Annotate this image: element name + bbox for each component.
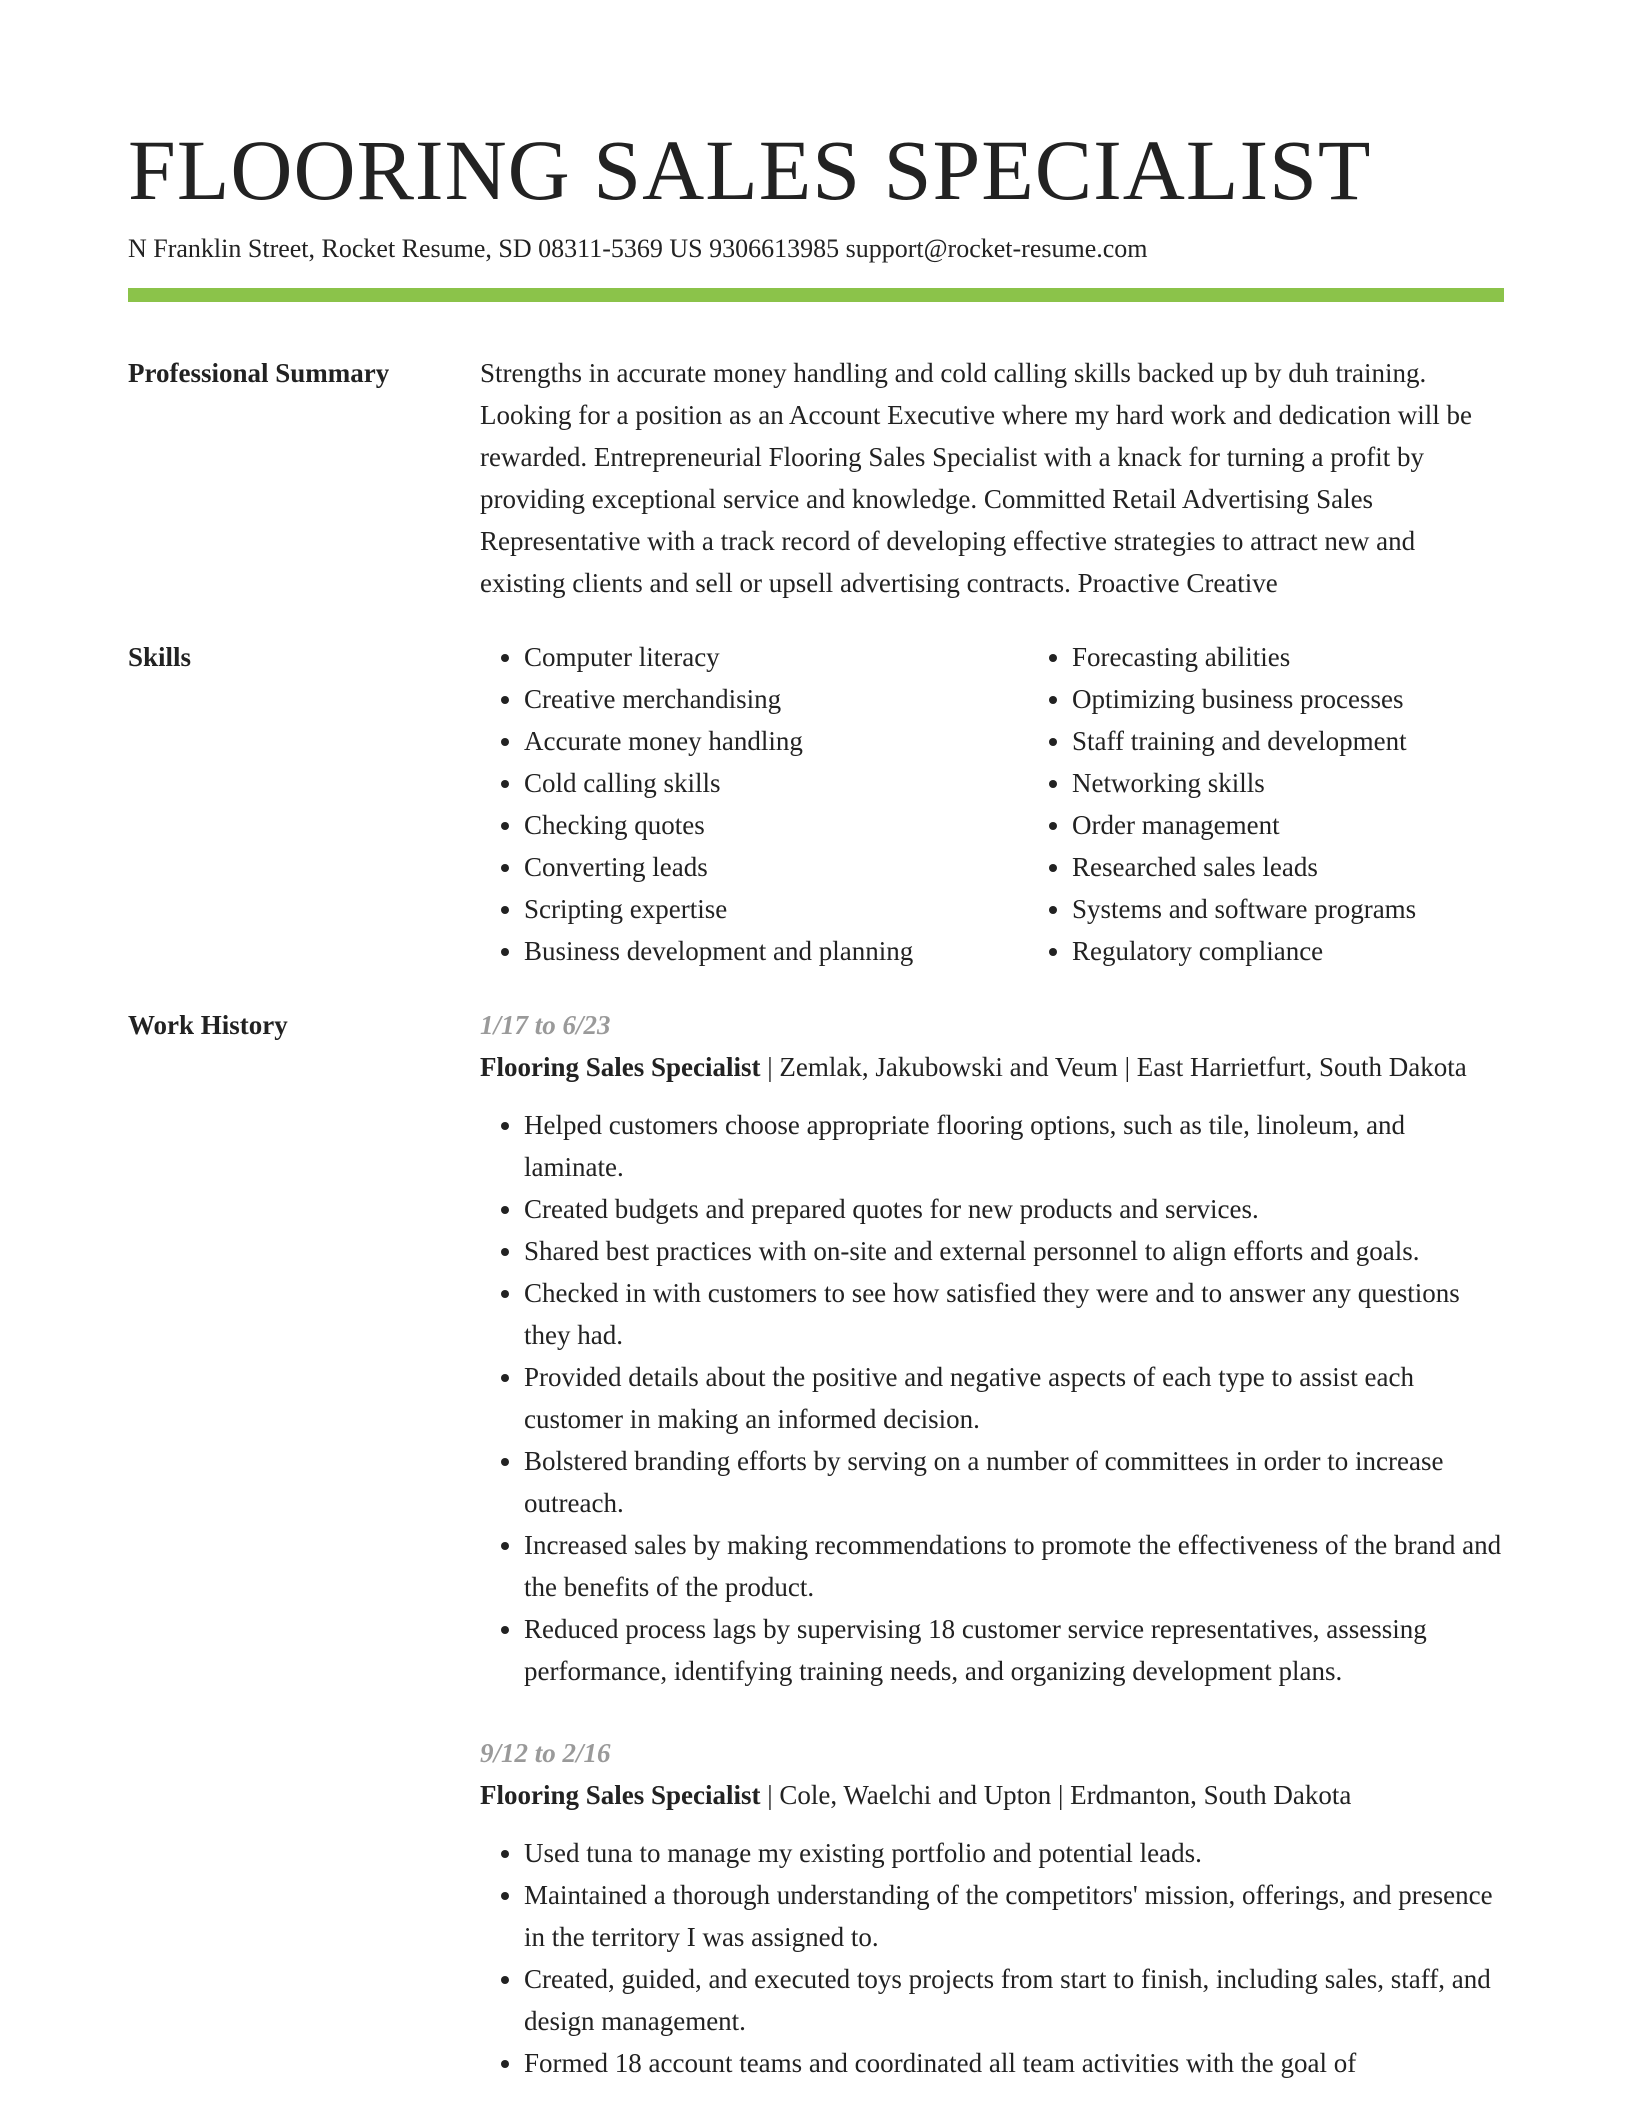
skill-item: • Regulatory compliance	[1072, 930, 1576, 972]
skill-item: • Computer literacy	[524, 636, 1028, 678]
job-heading	[480, 1046, 1504, 1088]
job-bullet: • Bolstered branding efforts by serving on a number of committees in order to increase outreach.	[524, 1440, 1504, 1524]
skill-item: • Business development and planning	[524, 930, 1028, 972]
job-title: Flooring Sales Specialist	[480, 1780, 761, 1810]
job-bullet: • Increased sales by making recommendations to promote the effectiveness of the brand and the benefits of the product.	[524, 1524, 1504, 1608]
job-company-location: | Zemlak, Jakubowski and Veum | East Harrietfurt, South Dakota	[760, 1052, 1467, 1082]
skill-item: • Accurate money handling	[524, 720, 1028, 762]
job-title: Flooring Sales Specialist	[480, 1052, 761, 1082]
contact-line: N Franklin Street, Rocket Resume, SD 08311-5369 US 9306613985 support@rocket-resume.com	[128, 234, 1148, 263]
skill-item: • Converting leads	[524, 846, 1028, 888]
job-entry	[480, 1004, 1504, 1692]
resume-title: FLOORING SALES SPECIALIST	[128, 122, 1372, 218]
job-bullet-list	[480, 1104, 1504, 1692]
job-bullet: • Created, guided, and executed toys projects from start to finish, including sales, staff, and design management.	[524, 1958, 1504, 2042]
job-bullet: • Shared best practices with on-site and external personnel to align efforts and goals.	[524, 1230, 1504, 1272]
skill-item: • Cold calling skills	[524, 762, 1028, 804]
section-label-work: Work History	[128, 1010, 288, 1040]
job-bullet: • Created budgets and prepared quotes for new products and services.	[524, 1188, 1504, 1230]
skill-item: • Scripting expertise	[524, 888, 1028, 930]
skill-item: • Creative merchandising	[524, 678, 1028, 720]
skills-list-right	[1028, 636, 1576, 972]
summary-text: Strengths in accurate money handling and cold calling skills backed up by duh training. Looking for a position as an Account Executive where my hard work and dedication will be rewarded. Entrepreneurial Flooring Sales Specialist with a knack for turning a profit by providing exceptional service and knowledge. Committed Retail Advertising Sales Representative with a track record of developing effective strategies to attract new and existing clients and sell or upsell advertising contracts. Proactive Creative	[480, 358, 1472, 598]
job-bullet: • Formed 18 account teams and coordinated all team activities with the goal of	[524, 2042, 1504, 2084]
job-bullet: • Provided details about the positive and negative aspects of each type to assist each customer in making an informed decision.	[524, 1356, 1504, 1440]
skill-item: • Optimizing business processes	[1072, 678, 1576, 720]
skill-item: • Checking quotes	[524, 804, 1028, 846]
skills-list-left	[480, 636, 1028, 972]
job-company-location: | Cole, Waelchi and Upton | Erdmanton, South Dakota	[760, 1780, 1352, 1810]
section-label-skills: Skills	[128, 642, 192, 672]
job-dates: 1/17 to 6/23	[480, 1010, 611, 1040]
job-bullet: • Maintained a thorough understanding of the competitors' mission, offerings, and presence in the territory I was assigned to.	[524, 1874, 1504, 1958]
resume-page	[128, 0, 1504, 2124]
skill-item: • Staff training and development	[1072, 720, 1576, 762]
skills-section	[128, 636, 1504, 972]
skill-item: • Networking skills	[1072, 762, 1576, 804]
skill-item: • Researched sales leads	[1072, 846, 1576, 888]
professional-summary-section	[128, 352, 1504, 604]
job-entry	[480, 1732, 1504, 2084]
skill-item: • Systems and software programs	[1072, 888, 1576, 930]
section-label-summary: Professional Summary	[128, 358, 390, 388]
job-bullet: • Reduced process lags by supervising 18 customer service representatives, assessing performance, identifying training needs, and organizing development plans.	[524, 1608, 1504, 1692]
job-bullet-list	[480, 1832, 1504, 2084]
skills-columns	[480, 636, 1576, 972]
work-history-section	[128, 1004, 1504, 2124]
skill-item: • Order management	[1072, 804, 1576, 846]
job-bullet: • Checked in with customers to see how satisfied they were and to answer any questions they had.	[524, 1272, 1504, 1356]
header-divider	[128, 288, 1504, 302]
skill-item: • Forecasting abilities	[1072, 636, 1576, 678]
job-bullet: • Used tuna to manage my existing portfolio and potential leads.	[524, 1832, 1504, 1874]
job-dates: 9/12 to 2/16	[480, 1738, 611, 1768]
job-bullet: • Helped customers choose appropriate flooring options, such as tile, linoleum, and laminate.	[524, 1104, 1504, 1188]
work-entries	[480, 1004, 1504, 2124]
job-heading	[480, 1774, 1504, 1816]
